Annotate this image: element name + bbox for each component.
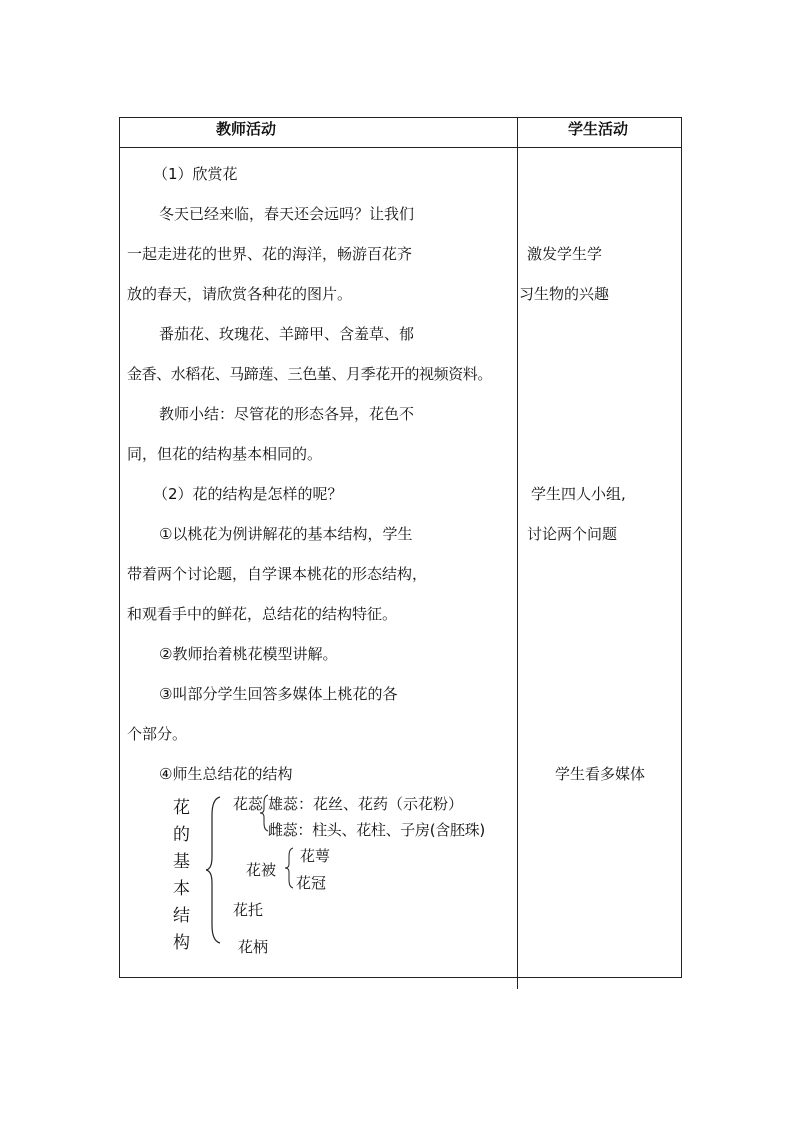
student-line: 激发学生学 (527, 245, 603, 263)
diagram-perianth: 花被 (246, 861, 277, 879)
teacher-line: 和观看手中的鲜花，总结花的结构特征。 (127, 605, 398, 623)
diagram-stamen: 雄蕊：花丝、花药（示花粉） (268, 795, 464, 813)
teacher-line: 一起走进花的世界、花的海洋，畅游百花齐 (127, 245, 413, 263)
teacher-line: 教师小结：尽管花的形态各异，花色不 (159, 405, 415, 423)
student-line: 学生四人小组, (531, 485, 626, 503)
teacher-line: ②教师抬着桃花模型讲解。 (159, 645, 338, 663)
diagram-pedicel: 花柄 (238, 938, 269, 956)
diagram-corolla: 花冠 (296, 874, 327, 892)
diagram-root-char: 结 (173, 906, 190, 926)
diagram-root-char: 基 (173, 852, 190, 872)
teacher-line: ①以桃花为例讲解花的基本结构，学生 (159, 525, 413, 543)
diagram-root-char: 的 (173, 825, 190, 845)
teacher-line: （1）欣赏花 (153, 165, 238, 183)
teacher-line: ③叫部分学生回答多媒体上桃花的各 (159, 685, 398, 703)
teacher-line: 冬天已经来临，春天还会远吗？让我们 (159, 205, 415, 223)
teacher-line: ④师生总结花的结构 (159, 765, 293, 783)
teacher-line: 同，但花的结构基本相同的。 (127, 445, 323, 463)
teacher-line: 个部分。 (127, 725, 188, 743)
student-line: 讨论两个问题 (527, 525, 618, 543)
header-divider (119, 147, 682, 148)
teacher-line: 金香、水稻花、马蹄莲、三色堇、月季花开的视频资料。 (127, 365, 493, 383)
teacher-line: 放的春天，请欣赏各种花的图片。 (127, 285, 353, 303)
diagram-root-char: 花 (173, 798, 190, 818)
header-teacher-activity: 教师活动 (216, 120, 277, 138)
small-brace-icon (284, 846, 294, 890)
diagram-stamen-group: 花蕊 (233, 795, 264, 813)
diagram-root-char: 本 (173, 879, 190, 899)
teacher-line: （2）花的结构是怎样的呢？ (153, 485, 343, 503)
teacher-line: 带着两个讨论题，自学课本桃花的形态结构， (127, 565, 428, 583)
diagram-receptacle: 花托 (233, 901, 264, 919)
diagram-root-char: 构 (173, 933, 190, 953)
teacher-line: 番茄花、玫瑰花、羊蹄甲、含羞草、郁 (159, 325, 415, 343)
diagram-pistil: 雌蕊：柱头、花柱、子房(含胚珠) (268, 821, 485, 839)
student-line: 习生物的兴趣 (519, 285, 610, 303)
large-brace-icon (204, 795, 224, 945)
header-student-activity: 学生活动 (568, 120, 629, 138)
column-divider (517, 117, 518, 989)
diagram-calyx: 花萼 (300, 847, 331, 865)
student-line: 学生看多媒体 (555, 765, 646, 783)
